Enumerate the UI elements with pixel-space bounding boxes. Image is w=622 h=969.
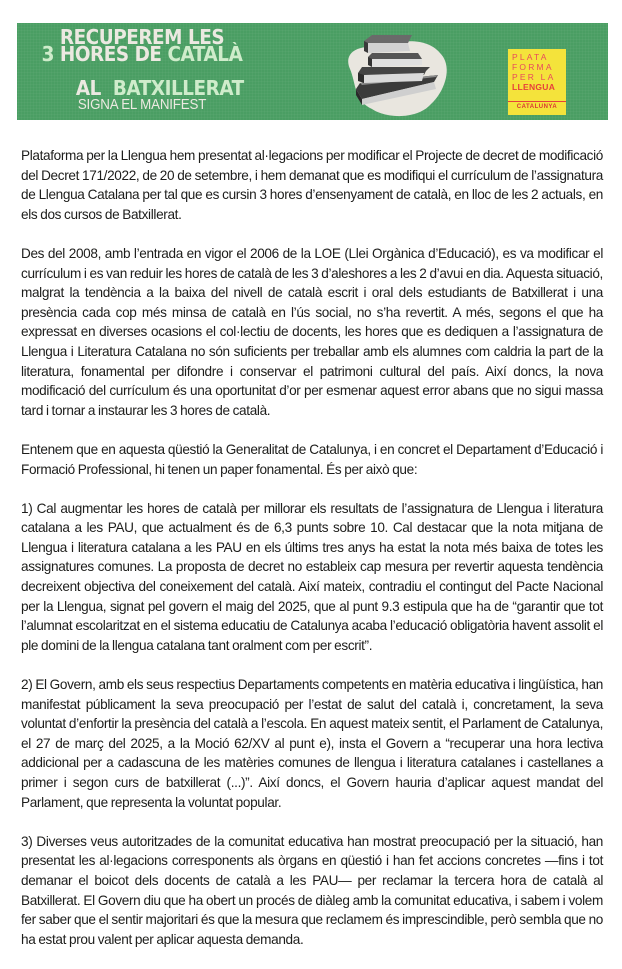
banner-subtitle[interactable]: SIGNA EL MANIFEST — [77, 97, 207, 113]
logo-line — [508, 62, 566, 72]
logo-region: CATALUNYA — [508, 101, 566, 113]
manifesto-body — [21, 146, 603, 969]
logo-text: PER LA — [512, 72, 556, 82]
title-segment: RECUPEREM LES — [59, 25, 225, 49]
logo-text: PLATA — [512, 52, 549, 62]
paragraph-point-2: 2) El Govern, amb els seus respectius Departaments competents en matèria educativa i lingüística, han manifestat públicament la seva preocupació per l’estat de salut del català i, concretament, la seva voluntat d’enfortir la presència del català a l’escola. En aquest mateix sentit, el Parlament de Catalunya, el 27 de març del 2025, a la Moció 62/XV al punt e), insta el Govern a “recuperar una hora lectiva addicional per a cadascuna de les matèries comunes de llengua i literatura catalanes i castellanes a primer i segon curs de batxillerat (...)”. Així doncs, el Govern hauria d’aplicar aquest mandat del Parlament, que representa la voluntat popular. — [21, 677, 603, 810]
title-segment: HORES DE — [59, 42, 168, 66]
logo-text: FORMA — [512, 62, 554, 72]
title-segment: AL — [75, 76, 113, 100]
campaign-banner[interactable] — [17, 23, 608, 120]
logo-line — [508, 82, 566, 92]
logo-line — [508, 72, 566, 82]
logo-line — [508, 49, 566, 62]
paragraph-intro: Plataforma per la Llengua hem presentat al·legacions per modificar el Projecte de decret de modificació del Decret 171/2022, de 20 de setembre, i hem demanat que es modifiqui el currículum de l’assignatura de Llengua Catalana per tal que es cursin 3 hores d’ensenyament de català, en lloc de les 2 actuals, en els dos cursos de Batxillerat. — [21, 148, 603, 222]
title-segment: 3 — [41, 42, 60, 66]
paragraph-context: Entenem que en aquesta qüestió la Generalitat de Catalunya, i en concret el Departament d’Educació i Formació Professional, hi tenen un paper fonamental. És per això que: — [21, 441, 603, 477]
paragraph-background: Des del 2008, amb l’entrada en vigor el 2006 de la LOE (Llei Orgànica d’Educació), es va modificar el currículum i es van reduir les hores de català de les 3 d’aleshores a les 2 d’avui en dia. Aquesta situació, malgrat la tendència a la baixa del nivell de català escrit i oral dels estudiants de Batxillerat i una presència cada cop més minsa de català en l’ús social, no s’ha revertit. A més, segons el que ha expressat en diverses ocasions el col·lectiu de docents, les hores que es dediquen a l’assignatura de Llengua i Literatura Catalana no són suficients per treballar amb els alumnes com caldria la part de la literatura, fonamental per difondre i conservar el patrimoni cultural del país. Així doncs, la nova modificació del currículum és una oportunitat d’or per esmenar aquest error abans que no sigui massa tard i tornar a instaurar les 3 hores de català. — [21, 245, 603, 418]
plataforma-per-la-llengua-logo[interactable] — [508, 49, 566, 115]
paragraph-point-3: 3) Diverses veus autoritzades de la comunitat educativa han mostrat preocupació per la situació, han presentat les al·legacions corresponents als òrgans en qüestió i han fet accions concretes —fins i tot demanar el boicot dels docents de català a les PAU— per reclamar la tercera hora de català al Batxillerat. El Govern diu que ha obert un procés de diàleg amb la comunitat educativa, i sabem i volem fer saber que el sentir majoritari és que la mesura que reclamem és imprescindible, però sembla que no ha estat prou valent per aplicar aquesta demanda. — [21, 833, 603, 947]
stack-of-books-icon — [332, 31, 462, 120]
banner-title-line-2 — [27, 42, 257, 66]
title-segment: CATALÀ — [167, 42, 243, 66]
logo-text: LLENGUA — [512, 82, 556, 92]
paragraph-point-1: 1) Cal augmentar les hores de català per millorar els resultats de l’assignatura de Llengua i literatura catalana a les PAU, que actualment és de 6,3 punts sobre 10. Cal destacar que la nota mitjana de Llengua i literatura catalana a les PAU en els últims tres anys ha estat la nota més baixa de totes les assignatures comunes. La proposta de decret no estableix cap mesura per revertir aquesta tendència decreixent objectiva del coneixement del català. Així mateix, contradiu el contingut del Pacte Nacional per la Llengua, signat pel govern el maig del 2025, que al punt 9.3 estipula que ha de “garantir que tot l’alumnat escolaritzat en el sistema educatiu de Catalunya acaba l’educació obligatòria havent assolit el ple domini de la llengua catalana tant oralment com per escrit”. — [21, 500, 603, 653]
title-segment: BATXILLERAT — [112, 76, 244, 100]
